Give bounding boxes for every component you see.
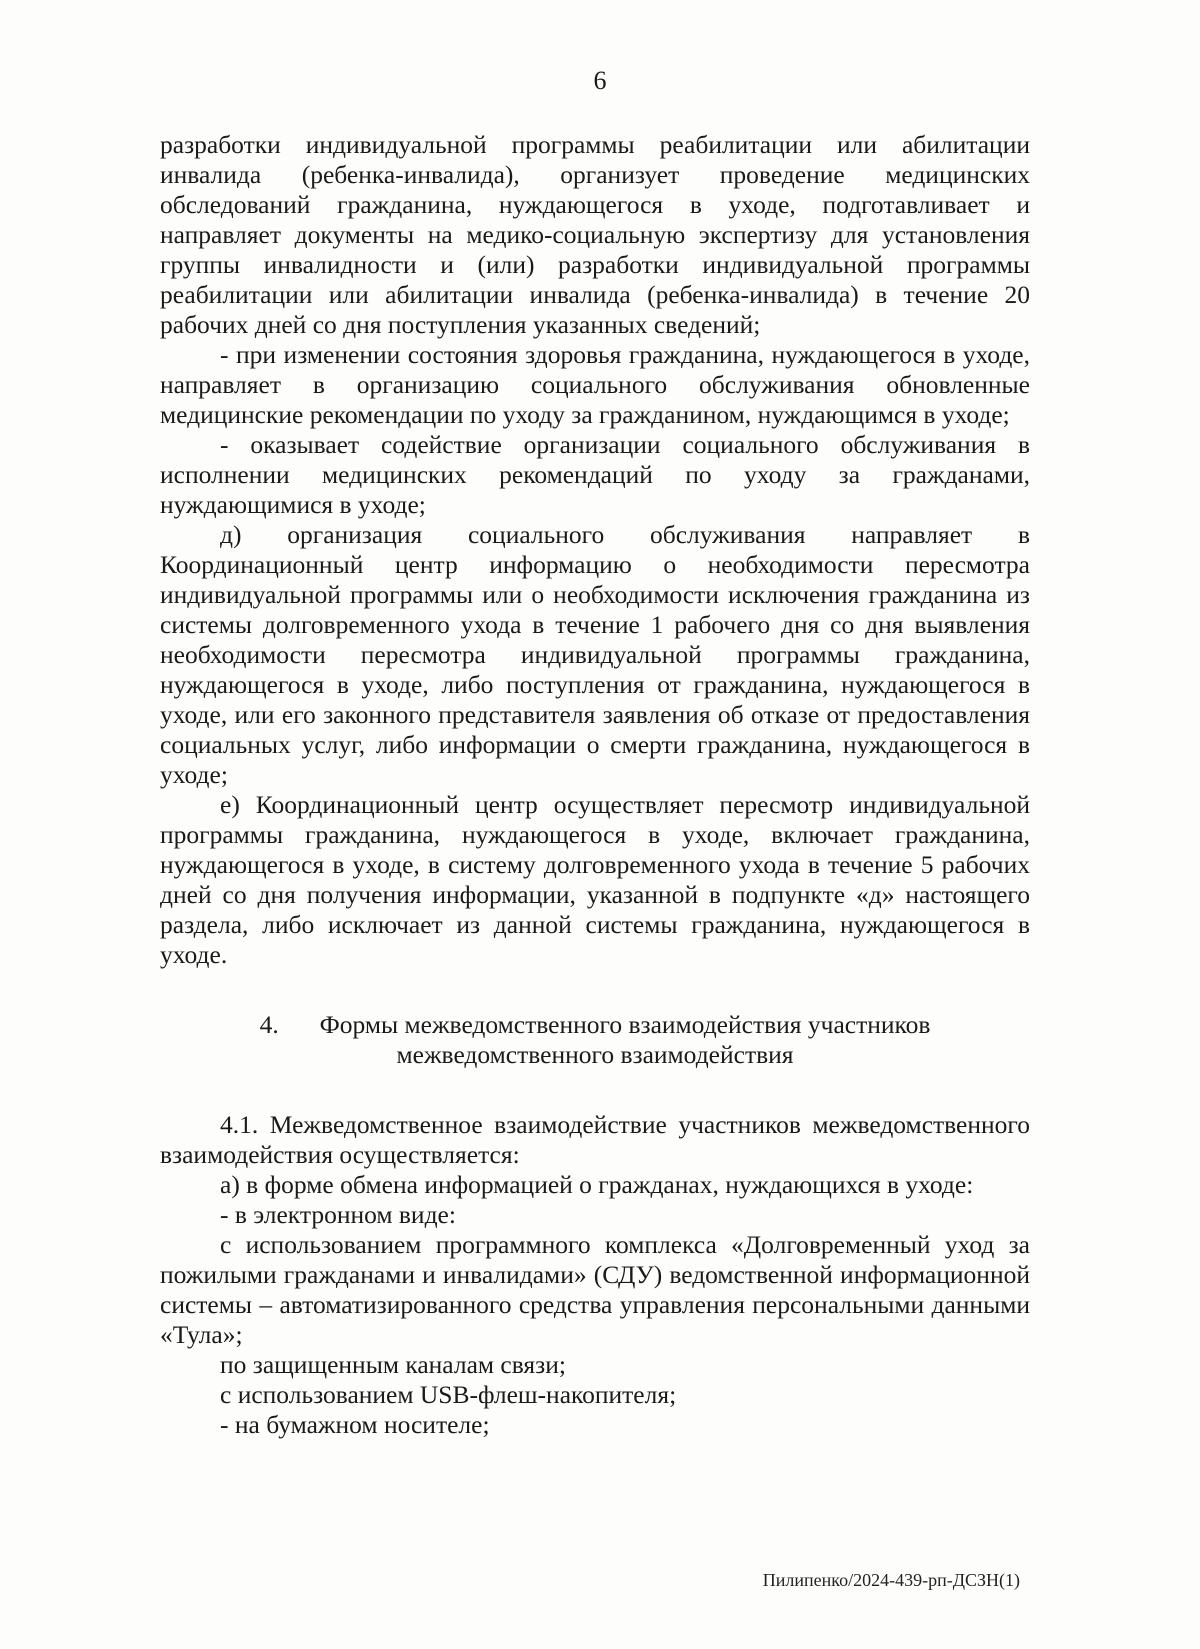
paragraph-item-d: д) организация социального обслуживания направляет в Координационный центр информацию о необходимости пересмотра индивидуальной программы или о необходимости исключения гражданина из системы долговременного ухода в течение 1 рабочего дня со дня выявления необходимости пересмотра индивидуальной программы гражданина, нуждающегося в уходе, либо поступления от гражданина, нуждающегося в уходе, или его законного представителя заявления об отказе от предоставления социальных услуг, либо информации о смерти гражданина, нуждающегося в уходе;	[160, 520, 1030, 789]
paragraph-electronic: - в электронном виде:	[220, 1200, 456, 1229]
document-body	[160, 130, 1030, 1440]
section-heading	[160, 1010, 1030, 1070]
paragraph-continuation: разработки индивидуальной программы реабилитации или абилитации инвалида (ребенка-инвалида), организует проведение медицинских обследований гражданина, нуждающегося в уходе, подготавливает и направляет документы на медико-социальную экспертизу для установления группы инвалидности и (или) разработки индивидуальной программы реабилитации или абилитации инвалида (ребенка-инвалида) в течение 20 рабочих дней со дня поступления указанных сведений;	[160, 130, 1030, 339]
paragraph-sdu: с использованием программного комплекса «Долговременный уход за пожилыми гражданами и инвалидами» (СДУ) ведомственной информационной системы – автоматизированного средства управления персональными данными «Тула»;	[160, 1230, 1030, 1349]
section-number: 4.	[259, 1010, 279, 1039]
document-code: Пилипенко/2024-439-рп-ДСЗН(1)	[762, 1570, 1020, 1590]
paragraph-health-change: - при изменении состояния здоровья гражданина, нуждающегося в уходе, направляет в организацию социального обслуживания обновленные медицинские рекомендации по уходу за гражданином, нуждающимся в уходе;	[160, 340, 1030, 429]
page-number: 6	[593, 66, 607, 95]
paragraph-usb: с использованием USB-флеш-накопителя;	[220, 1380, 677, 1409]
section-title-line1: Формы межведомственного взаимодействия участников	[319, 1010, 931, 1039]
paragraph-assistance: - оказывает содействие организации социального обслуживания в исполнении медицинских рекомендаций по уходу за гражданами, нуждающимися в уходе;	[160, 430, 1030, 519]
paragraph-item-a: а) в форме обмена информацией о гражданах, нуждающихся в уходе:	[220, 1170, 974, 1199]
paragraph-paper: - на бумажном носителе;	[220, 1410, 490, 1439]
paragraph-secure-channels: по защищенным каналам связи;	[220, 1350, 566, 1379]
paragraph-item-e: е) Координационный центр осуществляет пересмотр индивидуальной программы гражданина, нуждающегося в уходе, включает гражданина, нуждающегося в уходе, в систему долговременного ухода в течение 5 рабочих дней со дня получения информации, указанной в подпункте «д» настоящего раздела, либо исключает из данной системы гражданина, нуждающегося в уходе.	[160, 790, 1030, 969]
section-title-line2: межведомственного взаимодействия	[396, 1040, 794, 1069]
paragraph-4-1: 4.1. Межведомственное взаимодействие участников межведомственного взаимодействия осуществляется:	[160, 1110, 1030, 1169]
